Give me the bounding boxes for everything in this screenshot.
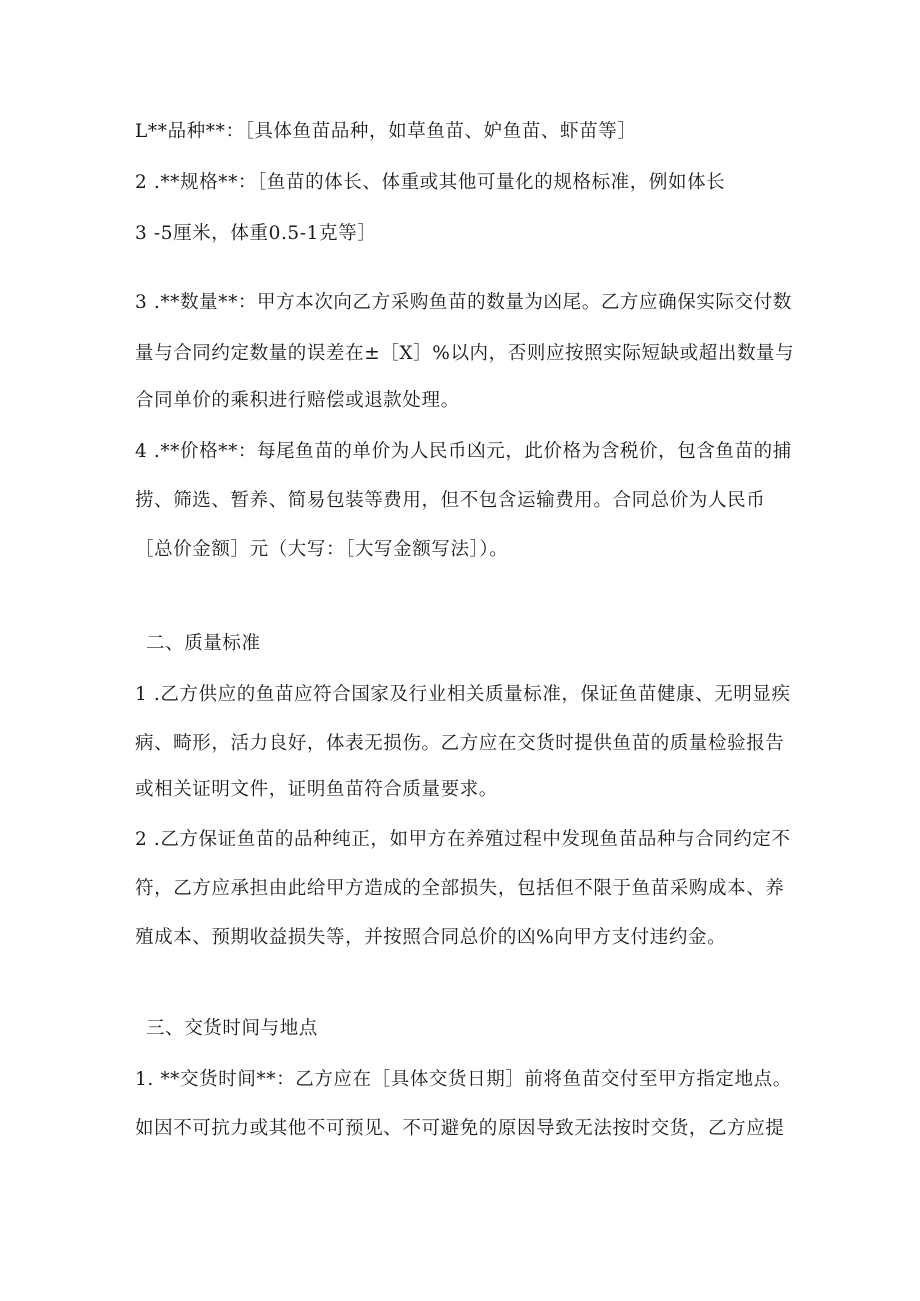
- quality-item-1-line2: 病、畸形，活力良好，体表无损伤。乙方应在交货时提供鱼苗的质量检验报告: [135, 733, 785, 754]
- spec-item-price: 4 .**价格**：每尾鱼苗的单价为人民币凶元，此价格为含税价，包含鱼苗的捕: [135, 441, 792, 462]
- delivery-item-1: 1. **交货时间**：乙方应在［具体交货日期］前将鱼苗交付至甲方指定地点。: [135, 1069, 792, 1090]
- spec-item-variety: L**品种**：［具体鱼苗品种，如草鱼苗、妒鱼苗、虾苗等］: [135, 121, 637, 142]
- spec-item-size-continued: 3 -5厘米，体重0.5-1克等］: [135, 223, 377, 244]
- delivery-item-1-line2: 如因不可抗力或其他不可预见、不可避免的原因导致无法按时交货，乙方应提: [135, 1118, 785, 1139]
- quality-item-2: 2 .乙方保证鱼苗的品种纯正，如甲方在养殖过程中发现鱼苗品种与合同约定不: [135, 829, 791, 850]
- spec-item-quantity-line3: 合同单价的乘积进行赔偿或退款处理。: [135, 390, 460, 411]
- section-heading-quality: 二、质量标准: [146, 633, 261, 654]
- spec-item-quantity: 3 .**数量**：甲方本次向乙方采购鱼苗的数量为凶尾。乙方应确保实际交付数: [135, 292, 792, 313]
- spec-item-size: 2 .**规格**：［鱼苗的体长、体重或其他可量化的规格标准，例如体长: [135, 172, 726, 193]
- spec-item-quantity-line2: 量与合同约定数量的误差在±［X］%以内，否则应按照实际短缺或超出数量与: [135, 343, 795, 364]
- quality-item-2-line2: 符，乙方应承担由此给甲方造成的全部损失，包括但不限于鱼苗采购成本、养: [135, 878, 785, 899]
- section-heading-delivery: 三、交货时间与地点: [146, 1018, 318, 1039]
- quality-item-1: 1 .乙方供应的鱼苗应符合国家及行业相关质量标准，保证鱼苗健康、无明显疾: [135, 684, 791, 705]
- spec-item-price-line2: 捞、筛选、暂养、简易包装等费用，但不包含运输费用。合同总价为人民币: [135, 490, 766, 511]
- quality-item-1-line3: 或相关证明文件，证明鱼苗符合质量要求。: [135, 779, 498, 800]
- quality-item-2-line3: 殖成本、预期收益损失等，并按照合同总价的凶%向甲方支付违约金。: [135, 927, 727, 948]
- spec-item-price-line3: ［总价金额］元（大写：［大写金额写法］）。: [135, 539, 509, 560]
